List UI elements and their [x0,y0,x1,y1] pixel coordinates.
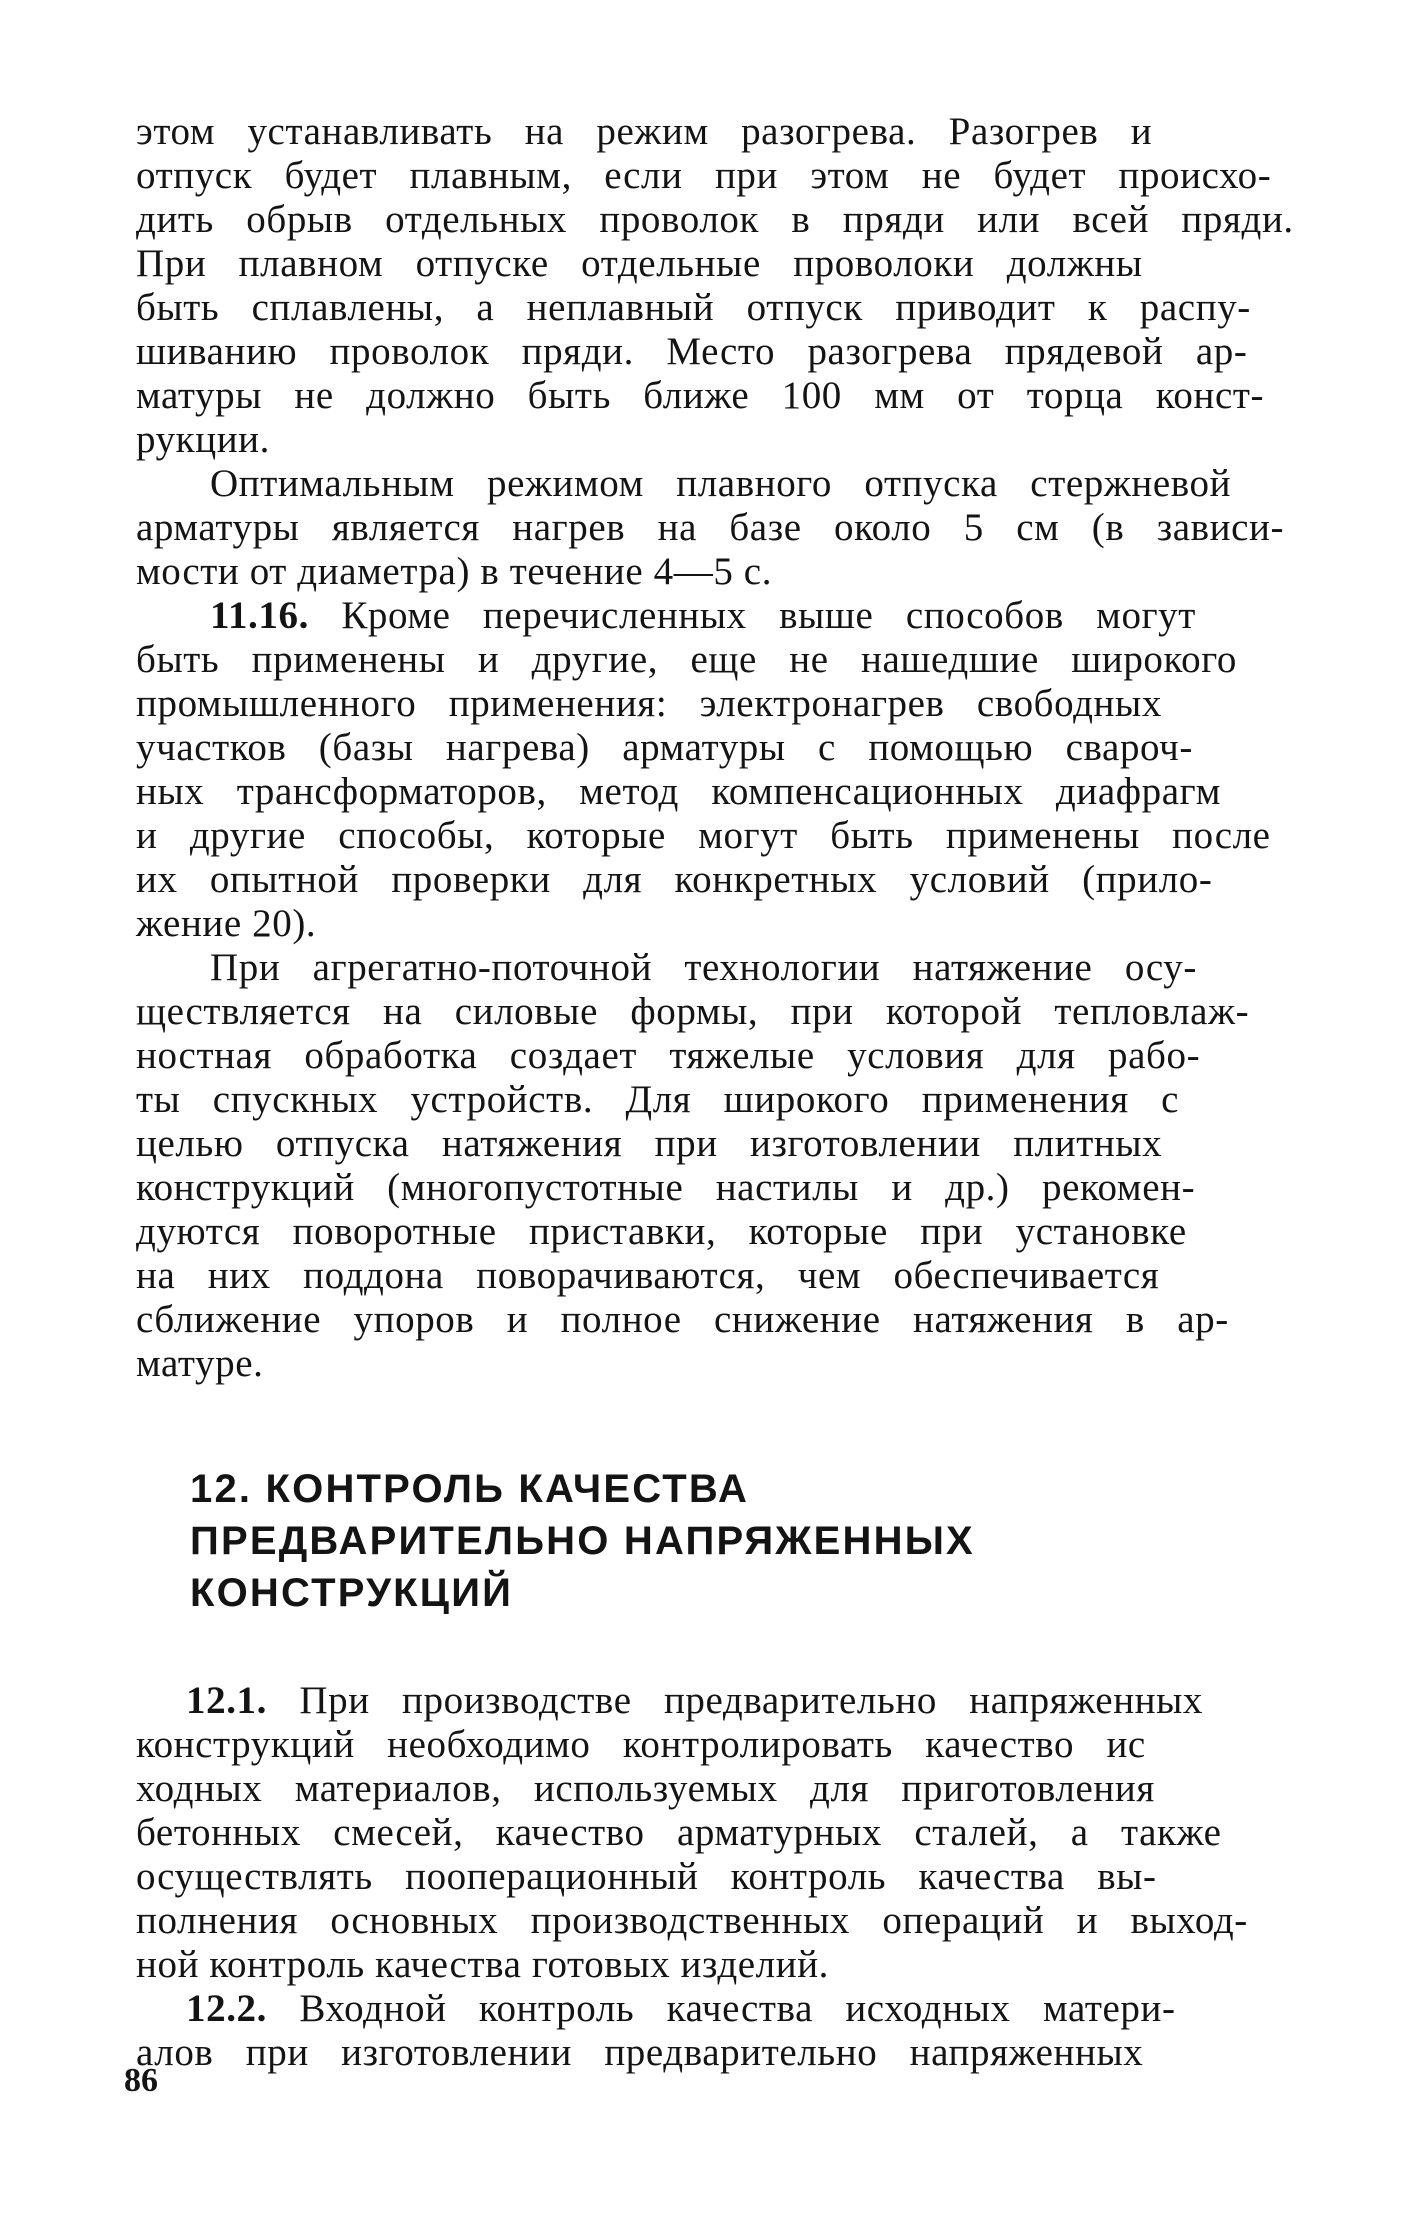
heading-line: КОНСТРУКЦИЙ [190,1571,514,1615]
text-line: При агрегатно-поточной технологии натяжение осу- [210,946,1197,989]
paragraph-11-16-first-line [136,594,1308,638]
text-line: матуры не должно быть ближе 100 мм от торца конст- [136,374,1265,417]
paragraph-number: 12.2. [186,1987,267,2030]
section-heading [190,1463,975,1619]
text-line: Входной контроль качества исходных матери- [299,1987,1176,2030]
text-line: ностная обработка создает тяжелые условия для рабо- [136,1034,1201,1077]
text-line: ных трансформаторов, метод компенсационных диафрагм [136,770,1221,813]
text-line: конструкций (многопустотные настилы и др.) рекомен- [136,1166,1196,1209]
text-block-lower [136,1679,1308,2075]
text-line: Кроме перечисленных выше способов могут [341,594,1196,637]
text-line: ществляется на силовые формы, при которой тепловлаж- [136,990,1250,1033]
text-line: арматуры является нагрев на базе около 5 см (в зависи- [136,506,1285,549]
paragraph-12-2-first-line [136,1987,1308,2031]
text-line: конструкций необходимо контролировать качество ис [136,1723,1146,1766]
text-line: мости от диаметра) в течение 4—5 с. [136,550,773,593]
text-line: на них поддона поворачиваются, чем обеспечивается [136,1254,1160,1297]
text-line: При производстве предварительно напряженных [299,1679,1204,1722]
paragraph-number: 12.1. [186,1679,267,1722]
text-line: бетонных смесей, качество арматурных сталей, а также [136,1811,1222,1854]
text-block-upper [136,110,1308,1386]
text-line: ходных материалов, используемых для приготовления [136,1767,1155,1810]
text-line: дуются поворотные приставки, которые при установке [136,1210,1187,1253]
heading-line: 12. КОНТРОЛЬ КАЧЕСТВА [190,1467,750,1511]
text-line: сближение упоров и полное снижение натяжения в ар- [136,1298,1229,1341]
text-line: матуре. [136,1342,264,1385]
text-line: участков (базы нагрева) арматуры с помощью свароч- [136,726,1193,769]
text-line: жение 20). [136,902,317,945]
text-line: ты спускных устройств. Для широкого применения с [136,1078,1180,1121]
text-line: шиванию проволок пряди. Место разогрева прядевой ар- [136,330,1248,373]
page-number: 86 [124,2062,158,2099]
text-line: промышленного применения: электронагрев свободных [136,682,1162,725]
text-line: быть применены и другие, еще не нашедшие широкого [136,638,1237,681]
text-line: их опытной проверки для конкретных условий (прило- [136,858,1213,901]
text-line: осуществлять пооперационный контроль качества вы- [136,1855,1157,1898]
paragraph-number: 11.16. [210,594,309,637]
text-line: этом устанавливать на режим разогрева. Разогрев и [136,110,1153,153]
text-line: быть сплавлены, а неплавный отпуск приводит к распу- [136,286,1251,329]
text-line: отпуск будет плавным, если при этом не будет происхо- [136,154,1272,197]
text-line: рукции. [136,418,270,461]
paragraph-12-1-first-line [136,1679,1308,1723]
heading-line: ПРЕДВАРИТЕЛЬНО НАПРЯЖЕННЫХ [190,1519,975,1563]
text-line: полнения основных производственных операций и выход- [136,1899,1248,1942]
text-line: дить обрыв отдельных проволок в пряди или всей пряди. [136,198,1294,241]
text-line: ной контроль качества готовых изделий. [136,1943,830,1986]
text-line: Оптимальным режимом плавного отпуска стержневой [210,462,1232,505]
text-line: и другие способы, которые могут быть применены после [136,814,1271,857]
text-line: целью отпуска натяжения при изготовлении плитных [136,1122,1163,1165]
text-line: При плавном отпуске отдельные проволоки должны [136,242,1143,285]
text-line: алов при изготовлении предварительно напряженных [136,2031,1144,2074]
